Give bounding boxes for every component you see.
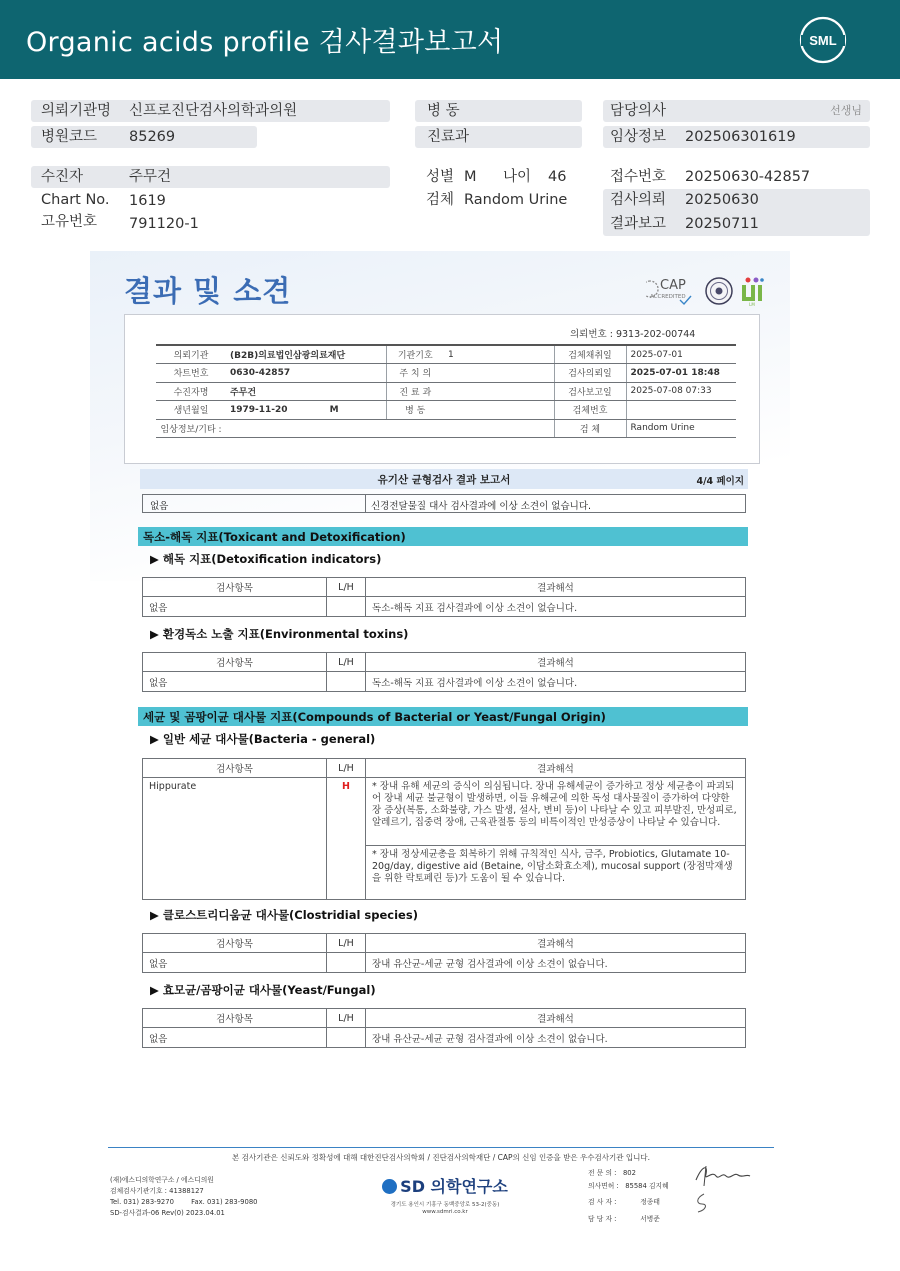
- info-key: 검사보고일: [554, 382, 626, 401]
- receipt-no-label: 접수번호: [610, 169, 667, 185]
- org-name: SD 의학연구소: [400, 1177, 508, 1196]
- report-page-title: 유기산 균형검사 결과 보고서: [377, 474, 511, 486]
- table-header-row: [143, 934, 746, 953]
- continuation-row: [142, 494, 746, 513]
- table-row: [143, 953, 746, 973]
- col-header-lh: L/H: [327, 934, 366, 953]
- page-number: 4/4 페이지: [696, 476, 744, 487]
- sex-label: 성별: [426, 169, 455, 185]
- lh-cell: [327, 1028, 366, 1048]
- interp-cell: * 장내 정상세균총을 회복하기 위해 규칙적인 식사, 금주, Probiotics, Glutamate 10-20g/day, digestive aid (Betaine, 이담소화효소제), mucosal support (장점막재생을 위한 락토페린 등)가 도움이 될 수 있습니다.: [366, 846, 746, 900]
- hospital-code-label: 병원코드: [41, 129, 98, 145]
- staff-info: [588, 1167, 669, 1225]
- footer-divider: [108, 1147, 774, 1148]
- info-value: 2025-07-01: [626, 345, 736, 364]
- table-row: [143, 778, 746, 846]
- info-value: 주무건: [226, 382, 386, 401]
- info-key: 의뢰기관: [156, 345, 226, 364]
- item-cell: Hippurate: [143, 778, 327, 900]
- col-header-item: 검사항목: [143, 934, 327, 953]
- tester-signature: [692, 1192, 712, 1214]
- examinee-label: 수진자: [41, 169, 84, 185]
- specimen-label: 검체: [426, 192, 455, 208]
- info-key: 병 동: [386, 401, 444, 420]
- info-row: [156, 419, 736, 438]
- result-report-label: 결과보고: [610, 216, 667, 232]
- col-header-interp: 결과해석: [366, 759, 746, 778]
- info-value: 2025-07-08 07:33: [626, 382, 736, 401]
- info-key: 검사의뢰일: [554, 364, 626, 383]
- table-row: [143, 1028, 746, 1048]
- category-bar-toxicant: [138, 527, 748, 546]
- col-header-interp: 결과해석: [366, 653, 746, 672]
- lab-info-line: Tel. 031) 283-9270 Fax. 031) 283-9080: [110, 1198, 258, 1206]
- col-header-interp: 결과해석: [366, 1009, 746, 1028]
- age-value: 46: [548, 169, 567, 185]
- lab-contact-info: [110, 1175, 257, 1219]
- info-key: 차트번호: [156, 364, 226, 383]
- examinee-field: [31, 166, 390, 188]
- requesting-org-value: 신프로진단검사의학과의원: [129, 103, 298, 119]
- info-value: [444, 401, 554, 420]
- specimen-value: Random Urine: [464, 192, 568, 208]
- header-banner: [0, 0, 900, 79]
- info-key: 기관기호: [386, 345, 444, 364]
- patient-info-table: [156, 344, 736, 438]
- interp-cell: 독소-해독 지표 검사결과에 이상 소견이 없습니다.: [366, 597, 746, 617]
- subsection-detox: ▶ 해독 지표(Detoxification indicators): [150, 552, 382, 566]
- department-label: 진료과: [427, 129, 470, 145]
- info-row: [156, 364, 736, 383]
- item-cell: 없음: [143, 597, 327, 617]
- org-website: www.sdmri.co.kr: [422, 1209, 468, 1215]
- chart-no-label: Chart No.: [41, 192, 110, 208]
- lh-cell-high: H: [327, 778, 366, 900]
- table-row: [143, 597, 746, 617]
- lh-cell: [327, 953, 366, 973]
- request-report-field: [603, 189, 870, 236]
- report-page-header: [140, 469, 748, 489]
- accreditation-note: 본 검사기관은 신뢰도와 정확성에 대해 대한진단검사의학회 / 진단검사의학재단 / CAP의 신임 인증을 받은 우수검사기관 입니다.: [232, 1153, 650, 1162]
- request-number: 의뢰번호 : 9313-202-00744: [570, 329, 696, 340]
- society-seal-icon: [704, 275, 734, 307]
- result-table-detox: [142, 577, 746, 617]
- lh-cell: [327, 672, 366, 692]
- table-header-row: [143, 759, 746, 778]
- clinical-info-label: 임상정보: [610, 129, 667, 145]
- table-header-row: [143, 1009, 746, 1028]
- receipt-no-value: 20250630-42857: [685, 169, 811, 185]
- lh-cell: [327, 597, 366, 617]
- category-title: 독소-해독 지표(Toxicant and Detoxification): [143, 530, 406, 544]
- col-header-interp: 결과해석: [366, 578, 746, 597]
- chart-no-value: 1619: [129, 193, 166, 209]
- col-header-lh: L/H: [327, 578, 366, 597]
- report-title: 결과 및 소견: [124, 274, 292, 308]
- item-cell: 없음: [143, 1028, 327, 1048]
- info-value: Random Urine: [626, 419, 736, 438]
- subsection-yeast-fungal: ▶ 효모균/곰팡이균 대사물(Yeast/Fungal): [150, 983, 376, 997]
- col-header-item: 검사항목: [143, 759, 327, 778]
- col-header-item: 검사항목: [143, 653, 327, 672]
- sex-value: M: [464, 169, 477, 185]
- info-key: 검체채취일: [554, 345, 626, 364]
- continuation-text: 신경전달물질 대사 검사결과에 이상 소견이 없습니다.: [371, 501, 592, 512]
- department-field: [415, 126, 582, 148]
- lab-info-line: 검체검사기관기호 : 41388127: [110, 1187, 204, 1195]
- clinical-info-field: [603, 126, 870, 148]
- interp-cell: 장내 유산균-세균 균형 검사결과에 이상 소견이 없습니다.: [366, 953, 746, 973]
- subsection-env-toxins: ▶ 환경독소 노출 지표(Environmental toxins): [150, 627, 409, 641]
- col-header-interp: 결과해석: [366, 934, 746, 953]
- info-row: [156, 345, 736, 364]
- cap-text: CAP: [660, 278, 686, 293]
- info-key: 수진자명: [156, 382, 226, 401]
- col-header-item: 검사항목: [143, 1009, 327, 1028]
- interp-cell: 장내 유산균-세균 균형 검사결과에 이상 소견이 없습니다.: [366, 1028, 746, 1048]
- result-report-value: 20250711: [685, 216, 759, 232]
- staff-line: 담 당 자 : 서병준: [588, 1214, 660, 1223]
- sml-logo: [798, 15, 848, 65]
- lm-text: LM: [749, 302, 755, 307]
- physician-signature: [692, 1162, 754, 1188]
- lab-info-line: SD-검사결과-06 Rev(0) 2023.04.01: [110, 1209, 225, 1217]
- info-key: 생년월일: [156, 401, 226, 420]
- requesting-org-field: [31, 100, 390, 122]
- subsection-bacteria-general: ▶ 일반 세균 대사물(Bacteria - general): [150, 732, 376, 746]
- subsection-clostridial: ▶ 클로스트리디움균 대사물(Clostridial species): [150, 908, 418, 922]
- org-address: 경기도 용인시 기흥구 동백중앙로 53-2(중동): [390, 1202, 500, 1208]
- col-header-lh: L/H: [327, 759, 366, 778]
- result-table-yeast-fungal: [142, 1008, 746, 1048]
- result-table-env-toxins: [142, 652, 746, 692]
- col-header-item: 검사항목: [143, 578, 327, 597]
- cap-accredited-logo: [646, 275, 700, 307]
- staff-line: 전 문 의 : 802: [588, 1169, 636, 1177]
- info-value: [444, 419, 554, 438]
- birth-date: 1979-11-20: [230, 404, 288, 415]
- col-header-lh: L/H: [327, 1009, 366, 1028]
- patient-info-box: [124, 314, 760, 464]
- table-header-row: [143, 653, 746, 672]
- info-key: 주 치 의: [386, 364, 444, 383]
- info-value: [444, 364, 554, 383]
- info-key: 검체번호: [554, 401, 626, 420]
- unique-no-label: 고유번호: [41, 214, 98, 230]
- info-value: [444, 382, 554, 401]
- info-value: 0630-42857: [226, 364, 386, 383]
- logo-text: SML: [809, 33, 837, 48]
- result-table-clostridial: [142, 933, 746, 973]
- info-key: [386, 419, 444, 438]
- cap-sub-text: ACCREDITED: [650, 294, 686, 300]
- info-row: [156, 401, 736, 420]
- info-key: 진 료 과: [386, 382, 444, 401]
- continuation-item: 없음: [150, 501, 169, 512]
- info-key: 임상정보/기타 :: [156, 419, 226, 438]
- info-value: 1: [444, 345, 554, 364]
- info-row: [156, 382, 736, 401]
- category-title: 세균 및 곰팡이균 대사물 지표(Compounds of Bacterial or Yeast/Fungal Origin): [143, 710, 606, 724]
- test-request-value: 20250630: [685, 192, 759, 208]
- info-key: 검 체: [554, 419, 626, 438]
- test-request-label: 검사의뢰: [610, 192, 667, 208]
- lab-info-line: (재)에스디의학연구소 / 에스디의원: [110, 1176, 214, 1184]
- page-title: Organic acids profile 검사결과보고서: [26, 27, 504, 58]
- hospital-code-field: [31, 126, 257, 148]
- lm-cert-logo: [740, 275, 764, 307]
- table-header-row: [143, 578, 746, 597]
- requesting-org-label: 의뢰기관명: [41, 103, 112, 119]
- info-value: (B2B)의료법인삼광의료재단: [226, 345, 386, 364]
- category-bar-bacterial: [138, 707, 748, 726]
- doctor-label: 담당의사: [610, 103, 667, 119]
- divider: [365, 495, 366, 512]
- sd-logo-icon: [382, 1179, 397, 1194]
- doctor-suffix: 선생님: [830, 104, 862, 117]
- item-cell: 없음: [143, 672, 327, 692]
- sex-mark: M: [329, 404, 339, 415]
- info-value: [226, 419, 386, 438]
- report-page: [90, 251, 790, 1071]
- info-value: 2025-07-01 18:48: [626, 364, 736, 383]
- age-label: 나이: [503, 169, 532, 185]
- doctor-field: [603, 100, 870, 122]
- staff-line: 검 사 자 : 정종태: [588, 1198, 660, 1206]
- ward-field: [415, 100, 582, 122]
- report-footer: [108, 1144, 774, 1224]
- interp-cell: 독소-해독 지표 검사결과에 이상 소견이 없습니다.: [366, 672, 746, 692]
- staff-line: 의사면허 : 85584 김지혜: [588, 1181, 669, 1190]
- table-row: [143, 672, 746, 692]
- sd-institute-logo: [380, 1174, 510, 1215]
- examinee-value: 주무건: [129, 169, 172, 185]
- info-value: [226, 401, 386, 420]
- col-header-lh: L/H: [327, 653, 366, 672]
- interp-cell: * 장내 유해 세균의 증식이 의심됩니다. 장내 유해세균이 증가하고 정상 세균총이 파괴되어 장내 세균 불균형이 발생하면, 이들 유해균에 의한 독성 대사물질이 증가하여 다양한 장 증상(복통, 소화불량, 가스 발생, 설사, 변비 등)이 나타날 수 있고 피부발진, 만성피로, 알레르기, 집중력 장애, 근육관절통 등의 비특이적인 만성증상이 나타날 수 있습니다.: [366, 778, 746, 846]
- item-cell: 없음: [143, 953, 327, 973]
- info-value: [626, 401, 736, 420]
- ward-label: 병 동: [427, 103, 460, 119]
- unique-no-value: 791120-1: [129, 216, 199, 232]
- hospital-code-value: 85269: [129, 129, 176, 145]
- result-table-bacteria-general: [142, 758, 746, 900]
- clinical-info-value: 202506301619: [685, 129, 796, 145]
